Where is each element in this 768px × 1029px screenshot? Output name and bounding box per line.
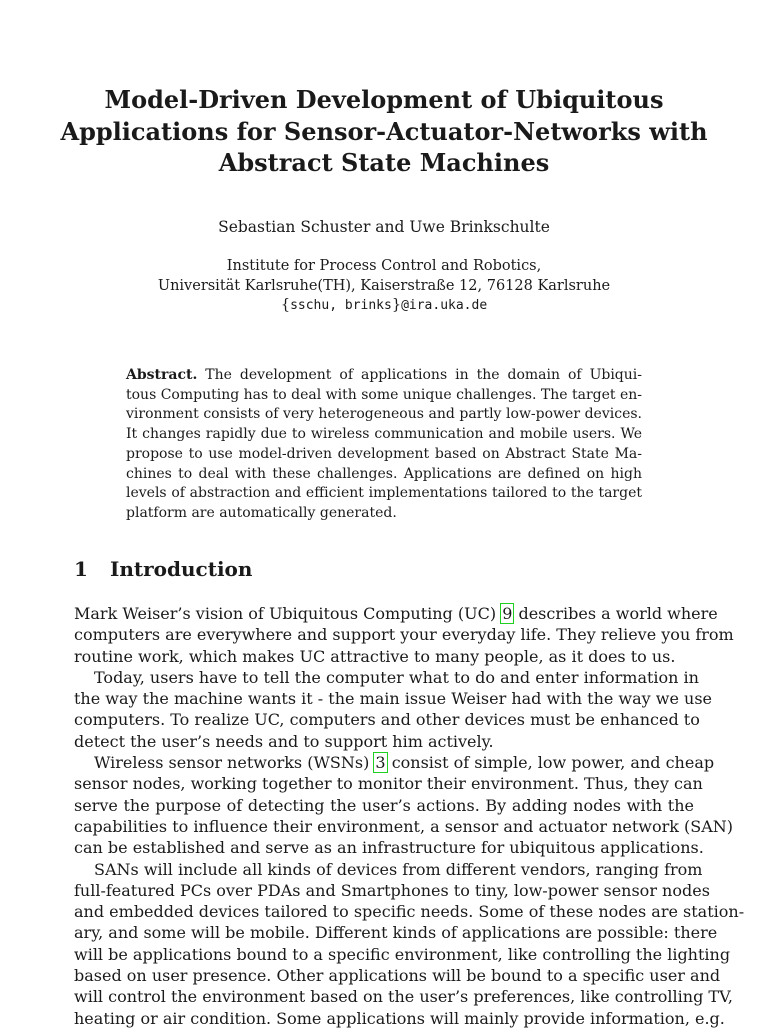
body-line: sensor nodes, working together to monitor their environment. Thus, they can <box>74 774 703 794</box>
section-title: Introduction <box>110 557 253 581</box>
abstract-text: The development of applications in the domain of Ubiqui- <box>197 367 642 383</box>
title-line: Abstract State Machines <box>218 148 550 177</box>
citation-link[interactable]: 3 <box>375 753 386 773</box>
abstract-lead: Abstract. <box>126 367 198 383</box>
authors: Sebastian Schuster and Uwe Brinkschulte <box>218 218 550 236</box>
body-line: detect the user’s needs and to support him actively. <box>74 731 494 751</box>
email-brace-close: } <box>391 297 402 313</box>
body-line: computers. To realize UC, computers and other devices must be enhanced to <box>74 710 700 730</box>
section-heading <box>74 557 252 581</box>
affiliation-line: Institute for Process Control and Robotics, <box>226 258 542 274</box>
email-names: sschu, brinks <box>290 298 392 313</box>
abstract-line: propose to use model-driven development based on Abstract State Ma- <box>126 445 642 462</box>
body-line: routine work, which makes UC attractive to many people, as it does to us. <box>74 646 676 666</box>
body-line: ary, and some will be mobile. Different kinds of applications are possible: there <box>74 923 718 943</box>
body-line: based on user presence. Other applications will be bound to a specific user and <box>74 966 721 986</box>
body-line: serve the purpose of detecting the user’s actions. By adding nodes with the <box>74 795 694 815</box>
title-line: Applications for Sensor-Actuator-Networks with <box>60 116 708 146</box>
abstract-line: tous Computing has to deal with some unique challenges. The target en- <box>126 386 642 403</box>
body-line: the way the machine wants it - the main issue Weiser had with the way we use <box>74 689 713 709</box>
affiliation-line: Universität Karlsruhe(TH), Kaiserstraße 12, 76128 Karlsruhe <box>157 277 611 294</box>
paper-title <box>60 84 708 179</box>
body-text-segment: Mark Weiser’s vision of Ubiquitous Computing (UC) <box>74 604 502 623</box>
body-line: full-featured PCs over PDAs and Smartphones to tiny, low-power sensor nodes <box>74 880 710 900</box>
abstract-line: levels of abstraction and efficient implementations tailored to the target <box>126 485 642 502</box>
citation-link[interactable]: 9 <box>502 604 513 623</box>
body-line: Today, users have to tell the computer what to do and enter information in <box>94 667 699 687</box>
body-line: will be applications bound to a specific environment, like controlling the lighting <box>74 944 731 964</box>
body-line: and embedded devices tailored to specific needs. Some of these nodes are station- <box>74 902 745 922</box>
body-text <box>74 603 745 1029</box>
email <box>0 296 768 316</box>
email-brace-open: { <box>280 297 291 313</box>
body-line <box>74 752 715 773</box>
abstract-line: vironment consists of very heterogeneous and partly low-power devices. <box>126 406 642 423</box>
abstract-line: chines to deal with these challenges. Applications are defined on high <box>126 465 642 482</box>
body-line: will control the environment based on the user’s preferences, like controlling TV, <box>74 987 733 1007</box>
body-line: SANs will include all kinds of devices from different vendors, ranging from <box>94 859 703 879</box>
body-line: can be established and serve as an infrastructure for ubiquitous applications. <box>74 838 704 858</box>
affiliation <box>0 257 768 316</box>
body-text-segment: consist of simple, low power, and cheap <box>386 753 715 773</box>
section-number: 1 <box>74 557 88 581</box>
body-text-segment: Wireless sensor networks (WSNs) <box>94 753 375 773</box>
abstract-line: platform are automatically generated. <box>126 504 397 521</box>
abstract-line <box>126 366 642 386</box>
body-line: computers are everywhere and support your everyday life. They relieve you from <box>74 625 734 645</box>
body-line: heating or air condition. Some applications will mainly provide information, e.g. <box>74 1008 725 1028</box>
body-line: capabilities to influence their environment, a sensor and actuator network (SAN) <box>74 816 734 836</box>
body-text-segment: describes a world where <box>513 604 718 623</box>
body-line <box>74 603 718 624</box>
abstract <box>126 366 642 524</box>
title-line: Model-Driven Development of Ubiquitous <box>104 85 664 114</box>
email-domain: @ira.uka.de <box>401 298 488 313</box>
abstract-line: It changes rapidly due to wireless communication and mobile users. We <box>126 426 642 443</box>
